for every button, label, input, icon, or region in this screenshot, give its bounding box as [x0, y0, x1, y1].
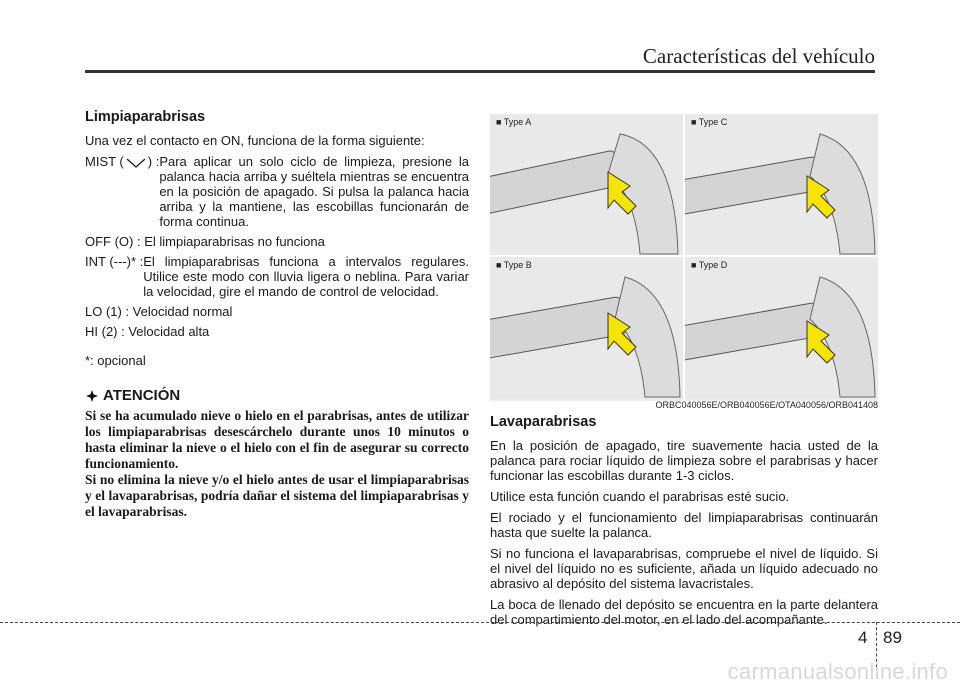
chapter-number: 4: [858, 628, 868, 647]
wiper-switch-figure: [490, 114, 878, 401]
panel-type-a: [490, 114, 683, 256]
left-column: [85, 110, 469, 520]
section-heading-washer: Lavaparabrisas: [490, 414, 597, 430]
warning-heading: [85, 388, 469, 403]
lo-definition: LO (1) : Velocidad normal: [85, 304, 233, 319]
panel-label: ■ Type C: [691, 117, 728, 127]
mist-term: MIST ( ) :: [85, 154, 160, 169]
washer-paragraph: La boca de llenado del depósito se encuentra en la parte delantera del compartimiento del motor, en el lado del acompañante.: [490, 597, 878, 627]
washer-paragraph: El rociado y el funcionamiento del limpiaparabrisas continuarán hasta que suelte la palanca.: [490, 510, 878, 540]
stalk-illustration-icon: [490, 257, 683, 399]
panel-type-d: [685, 257, 878, 399]
mist-chevron-icon: [124, 157, 148, 169]
figure-divider: [490, 255, 878, 257]
panel-type-c: [685, 114, 878, 256]
mist-description: Para aplicar un solo ciclo de limpieza, presione la palanca hacia arriba y suéltela mientras se encuentra en la posición de apagado. Si pulsa la palanca hacia arriba y la mantiene, las escobillas funcionarán de forma continua.: [159, 154, 469, 229]
washer-paragraph: Si no funciona el lavaparabrisas, compruebe el nivel de líquido. Si el nivel del líquido no es suficiente, añada un líquido adecuado no abrasivo al depósito del sistema lavacristales.: [490, 546, 878, 591]
int-definition: [85, 254, 469, 299]
figure-caption: ORBC040056E/ORB040056E/OTA040056/ORB041408: [655, 400, 878, 410]
header-rule: [85, 70, 875, 73]
warning-title: ATENCIÓN: [103, 387, 181, 404]
watermark: carmanualsonline.info: [727, 659, 948, 684]
warning-paragraph-2: Si no elimina la nieve y/o el hielo antes de usar el limpiaparabrisas y el lavaparabrisas, podría dañar el sistema del limpiaparabrisas y el lavaparabrisas.: [85, 472, 469, 519]
int-description: El limpiaparabrisas funciona a intervalos regulares. Utilice este modo con lluvia ligera o neblina. Para variar la velocidad, gire el mando de control de velocidad.: [143, 254, 469, 299]
washer-paragraph: En la posición de apagado, tire suavemente hacia usted de la palanca para rociar líquido de limpieza sobre el parabrisas y hacer funcionar las escobillas durante 1-3 ciclos.: [490, 438, 878, 483]
panel-label: ■ Type B: [496, 260, 532, 270]
right-column: [490, 415, 878, 633]
figure-divider: [683, 114, 685, 401]
stalk-illustration-icon: [685, 257, 878, 399]
optional-note: *: opcional: [85, 353, 146, 368]
panel-label: ■ Type D: [691, 260, 728, 270]
mist-definition: [85, 154, 469, 229]
caution-star-icon: [85, 389, 99, 403]
page-number: 89: [883, 628, 902, 647]
warning-paragraph-1: Si se ha acumulado nieve o hielo en el parabrisas, antes de utilizar los limpiaparabrisas desescárchelo durante unos 10 minutos o hasta eliminar la nieve o el hielo con el fin de asegurar su correcto funcionamiento.: [85, 408, 469, 471]
wipers-intro: Una vez el contacto en ON, funciona de la forma siguiente:: [85, 133, 425, 148]
stalk-illustration-icon: [490, 114, 683, 256]
panel-label: ■ Type A: [496, 117, 532, 127]
int-term: INT (---)* :: [85, 254, 144, 269]
panel-type-b: [490, 257, 683, 399]
hi-definition: HI (2) : Velocidad alta: [85, 324, 210, 339]
off-definition: OFF (O) : El limpiaparabrisas no funciona: [85, 234, 325, 249]
footer-rule: [0, 622, 960, 623]
chapter-title: Características del vehículo: [642, 44, 875, 68]
washer-paragraph: Utilice esta función cuando el parabrisas esté sucio.: [490, 489, 790, 504]
section-heading-wipers: Limpiaparabrisas: [85, 109, 206, 125]
stalk-illustration-icon: [685, 114, 878, 256]
